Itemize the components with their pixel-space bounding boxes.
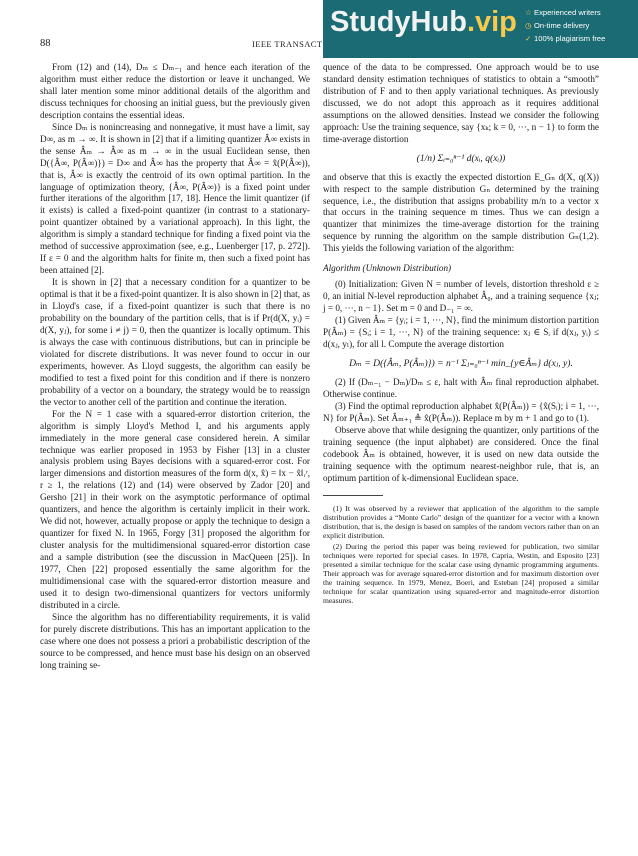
page-number: 88: [40, 38, 51, 49]
check-icon: ✓: [525, 34, 532, 43]
feature-item: [525, 32, 605, 45]
brand-tld: .vip: [466, 6, 517, 38]
paragraph: quence of the data to be compressed. One approach would be to use standard density estimation techniques of statistics to obtain a “smooth” distribution of F and to then apply variational techniques. As previously discussed, we do not adopt this approach as it requires additional assumptions on the allowed densities. Instead we consider the following approach: Use the training sequence, say {xₖ; k = 0, ···, n − 1} to form the time-average distortion: [323, 62, 599, 144]
feature-item: [525, 6, 605, 19]
feature-label: Experienced writers: [534, 8, 601, 17]
paragraph: Observe above that while designing the quantizer, only partitions of the training sequence (the input alphabet) are considered. Once the final codebook Âₘ is obtained, however, it is used on new data outside the training sequence with the optimum nearest-neighbor rule, that is, an optimum partition of k-dimensional Euclidean space.: [323, 424, 599, 483]
feature-label: 100% plagiarism free: [534, 34, 606, 43]
equation-time-average-distortion: (1/n) Σᵢ₌₀ⁿ⁻¹ d(xᵢ, q(xᵢ)): [416, 152, 506, 164]
paragraph: Since the algorithm has no differentiability requirements, it is valid for purely discrete distributions. This has an important application to the case where one does not possess a priori a probabilistic description of the source to be compressed, and hence must base his design on an observed long training se-: [40, 611, 310, 670]
feature-list: [525, 6, 605, 45]
algorithm-step-3: (3) Find the optimal reproduction alphabet x̂(P(Âₘ)) = {x̂(Sᵢ); i = 1, ···, N} for P(Âₘ). Set Âₘ₊₁ ≜ x̂(P(Âₘ)). Replace m by m + 1 and go to (1).: [323, 400, 599, 423]
equation-average-distortion: Dₘ = D({Âₘ, P(Âₘ)}) = n⁻¹ Σⱼ₌₀ⁿ⁻¹ min_{y∈Âₘ} d(xⱼ, y).: [349, 357, 573, 369]
paragraph: For the N = 1 case with a squared-error distortion criterion, the algorithm is simply Lloyd's Method I, and his arguments apply immediately in the more general case considered herein. A similar technique was earlier proposed in 1953 by Fisher [13] in a cluster analysis problem using Bayes decisions with a squared-error cost. For larger dimensions and distortion measures of the form d(x, x̂) = ‖x − x̂‖ᵣʳ, r ≥ 1, the relations (12) and (14) were observed by Zador [20] and Gersho [21] in their work on the asymptotic performance of optimal quantizers, and hence the algorithm is certainly implicit in their work. We did not, however, actually propose or apply the technique to design a quantizer for fixed N. In 1965, Forgy [31] proposed the algorithm for cluster analysis for the multidimensional squared-error distortion case and a sample distribution (see the discussion in MacQueen [25]). In 1977, Chen [22] proposed essentially the same algorithm for the multidimensional case with the squared-error distortion measure and used it to design two-dimensional quantizers for vectors uniformly distributed in a circle.: [40, 408, 310, 610]
algorithm-heading: Algorithm (Unknown Distribution): [323, 263, 452, 274]
brand-logo[interactable]: [330, 6, 517, 39]
footnotes: [323, 504, 599, 606]
left-column: [40, 62, 310, 672]
right-column: [323, 62, 599, 608]
brand-main: StudyHub: [330, 6, 467, 38]
paragraph: Since Dₘ is nonincreasing and nonnegative, it must have a limit, say D∞, as m → ∞. It is shown in [2] that if a limiting quantizer Â∞ exists in the sense Âₘ → Â∞ as m → ∞ in the usual Euclidean sense, then D({Â∞, P(Â∞)}) = D∞ and Â∞ has the property that Â∞ = x̂(P(Â∞)), that is, Â∞ is exactly the centroid of its own optimal partition. In the language of optimization theory, {Â∞, P(Â∞)} is a fixed point under further iterations of the algorithm [17, 18]. Hence the limit quantizer (if it exists) is called a fixed-point quantizer (in contrast to a stationary-point quantizer obtained by a variational approach). In this light, the algorithm is simply a standard technique for finding a fixed point via the method of successive approximation (see, e.g., Luenberger [17, p. 272]). If ε = 0 and the algorithm halts for finite m, then such a fixed point has been attained [2].: [40, 121, 310, 276]
algorithm-step-2: (2) If (Dₘ₋₁ − Dₘ)/Dₘ ≤ ε, halt with Âₘ final reproduction alphabet. Otherwise continue.: [323, 376, 599, 399]
algorithm-step-0: (0) Initialization: Given N = number of levels, distortion threshold ε ≥ 0, an initial N-level reproduction alphabet Â₀, and a training sequence {xⱼ; j = 0, ···, n − 1}. Set m = 0 and D₋₁ = ∞.: [323, 279, 599, 314]
algorithm-step-1: (1) Given Âₘ = {yᵢ; i = 1, ···, N}, find the minimum distortion partition P(Âₘ) = {Sᵢ; i = 1, ···, N} of the training sequence: xⱼ ∈ Sᵢ if d(xⱼ, yᵢ) ≤ d(xⱼ, yₗ), for all l. Compute the average distortion: [323, 315, 599, 350]
studyhub-banner[interactable]: [323, 0, 638, 58]
paragraph: From (12) and (14), Dₘ ≤ Dₘ₋₁ and hence each iteration of the algorithm must either reduce the distortion or leave it unchanged. We shall later mention some minor additional details of the algorithm and discuss techniques for choosing an initial guess, but the previously given description contains the essential ideas.: [40, 62, 310, 120]
clock-icon: ◷: [525, 21, 532, 30]
paragraph: and observe that this is exactly the expected distortion E_Gₙ d(X, q(X)) with respect to the sample distribution Gₙ determined by the training sequence, i.e., the distribution that assigns probability m/n to a vector x that occurs in the training sequence m times. Thus we can design a quantizer that minimizes the time-average distortion for the training sequence by running the algorithm on the sample distribution Gₙ(1,2). This yields the following variation of the algorithm:: [323, 171, 599, 254]
paragraph: It is shown in [2] that a necessary condition for a quantizer to be optimal is that it be a fixed-point quantizer. It is also shown in [2] that, as in Lloyd's case, if a fixed-point quantizer is such that there is no probability on the boundary of the partition cells, that is if Pr(d(X, yᵢ) = d(X, yⱼ), for some i ≠ j) = 0, then the quantizer is locally optimum. This is always the case with continuous distributions, but can in principle be violated for discrete distributions. It was never found to occur in our experiments, however. As Lloyd suggests, the algorithm can easily be modified to test a fixed point for this condition and if there is nonzero probability of a vector on a boundary, the strategy would be to reassign the vector to another cell of the partition and continue the iteration.: [40, 277, 310, 407]
star-icon: ☆: [525, 8, 532, 17]
footnote-2: (2) During the period this paper was being reviewed for publication, two similar techniques were reported for special cases. In 1978, Capria, Westin, and Esposito [23] presented a similar technique for the scalar case using dynamic programming arguments. Their approach was for average squared-error distortion and for maximum distortion over the training sequence. In 1979, Menez, Boeri, and Esteban [24] proposed a similar technique for scalar quantization using squared-error and magnitude-error distortion measures.: [323, 541, 599, 606]
feature-label: On-time delivery: [534, 21, 590, 30]
footnote-rule: [323, 495, 383, 496]
feature-item: [525, 19, 605, 32]
running-head: IEEE TRANSACT: [252, 39, 323, 49]
footnote-1: (1) It was observed by a reviewer that application of the algorithm to the sample distribution provides a “Monte Carlo” design of the quantizer for a vector with a known distribution, that is, the design is based on samples of the random vectors rather than on an explicit distribution.: [323, 503, 599, 540]
